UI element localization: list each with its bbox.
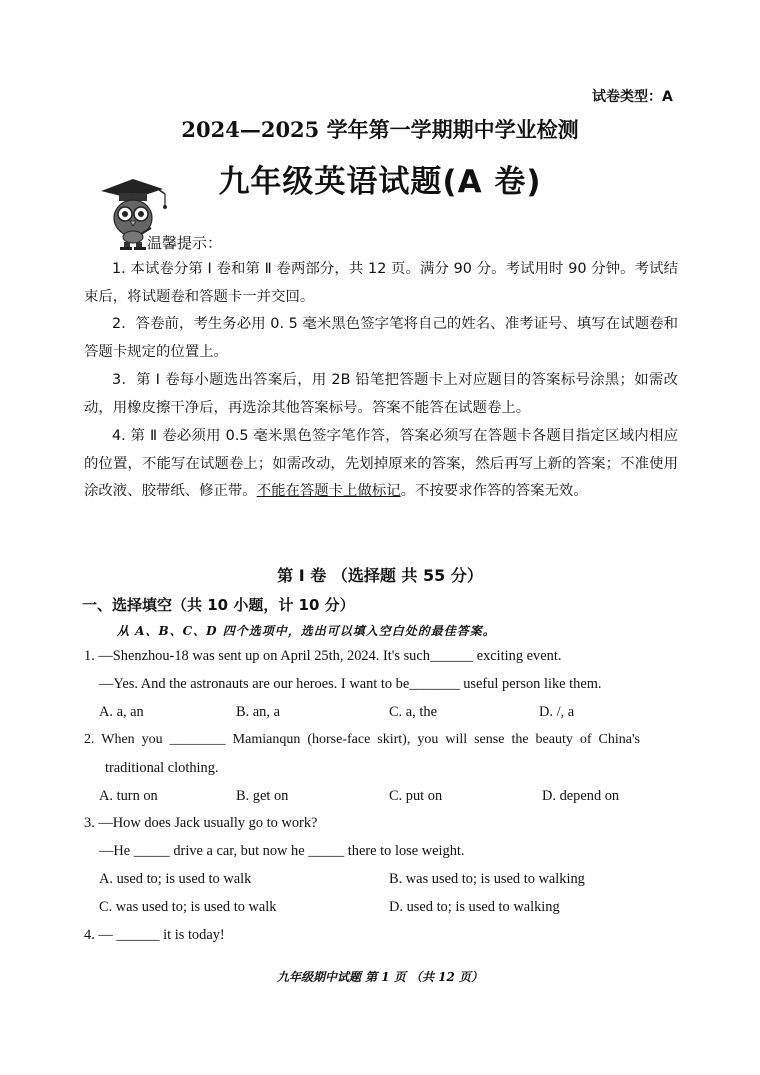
- section-title: 第 Ⅰ 卷 （选择题 共 55 分）: [277, 566, 483, 585]
- question-3-line-1: 3. —How does Jack usually go to work?: [84, 815, 318, 831]
- question-1-option-b: B. an, a: [236, 704, 280, 720]
- question-2-line-2: traditional clothing.: [105, 760, 219, 776]
- question-1-option-d: D. /, a: [539, 704, 575, 720]
- notice-item-4: [84, 423, 678, 506]
- notice-item-3: 3．第 Ⅰ 卷每小题选出答案后，用 2B 铅笔把答题卡上对应题目的答案标号涂黑；如需改动，用橡皮擦干净后，再选涂其他答案标号。答案不能答在试题卷上。: [84, 372, 678, 416]
- question-2-option-b: B. get on: [236, 788, 289, 804]
- question-3-option-d: D. used to; is used to walking: [389, 899, 560, 915]
- notice-item-4-text: 4. 第 Ⅱ 卷必须用 0.5 毫米黑色签字笔作答，答案必须写在答题卡各题目指定区域内相应的位置，不能写在试题卷上；如需改动，先划掉原来的答案，然后再写上新的答案；不准使用涂改液、胶带纸、修正带。: [84, 428, 678, 499]
- notice-item-4-underlined: 不能在答题卡上做标记: [256, 483, 401, 499]
- question-2-option-a: A. turn on: [99, 788, 158, 804]
- part-instruction: 从 A、B、C、D 四个选项中，选出可以填入空白处的最佳答案。: [117, 624, 496, 638]
- tips-heading: 温馨提示：: [147, 234, 223, 252]
- question-1-line-2: —Yes. And the astronauts are our heroes. I want to be_______ useful person like them.: [99, 676, 602, 692]
- exam-subtitle: 九年级英语试题(A 卷): [218, 164, 542, 200]
- question-3-option-c: C. was used to; is used to walk: [99, 899, 277, 915]
- question-1-option-a: A. a, an: [99, 704, 144, 720]
- question-4-line-1: 4. — ______ it is today!: [84, 927, 225, 943]
- question-2-option-c: C. put on: [389, 788, 443, 804]
- question-1-option-c: C. a, the: [389, 704, 437, 720]
- question-3-option-b: B. was used to; is used to walking: [389, 871, 585, 887]
- question-1-line-1: 1. —Shenzhou-18 was sent up on April 25th, 2024. It's such______ exciting event.: [84, 648, 562, 664]
- question-2-line-1: 2. When you ________ Mamianqun (horse-face skirt), you will sense the beauty of China's: [84, 732, 640, 747]
- question-3-line-2: —He _____ drive a car, but now he _____ there to lose weight.: [99, 843, 465, 859]
- paper-type-label: 试卷类型：A: [592, 89, 673, 105]
- page-footer: 九年级期中试题 第 1 页 （共 12 页）: [276, 970, 484, 984]
- question-3-option-a: A. used to; is used to walk: [99, 871, 252, 887]
- question-2-option-d: D. depend on: [542, 788, 620, 804]
- notice-item-2: 2．答卷前，考生务必用 0. 5 毫米黑色签字笔将自己的姓名、准考证号、填写在试题卷和答题卡规定的位置上。: [84, 316, 678, 360]
- exam-title: 2024—2025 学年第一学期期中学业检测: [181, 117, 579, 142]
- notice-item-1: 1. 本试卷分第 Ⅰ 卷和第 Ⅱ 卷两部分，共 12 页。满分 90 分。考试用时 90 分钟。考试结束后，将试题卷和答题卡一并交回。: [84, 261, 678, 305]
- notice-item-4-tail: 。不按要求作答的答案无效。: [400, 483, 588, 499]
- part-title: 一、选择填空（共 10 小题，计 10 分）: [82, 596, 355, 614]
